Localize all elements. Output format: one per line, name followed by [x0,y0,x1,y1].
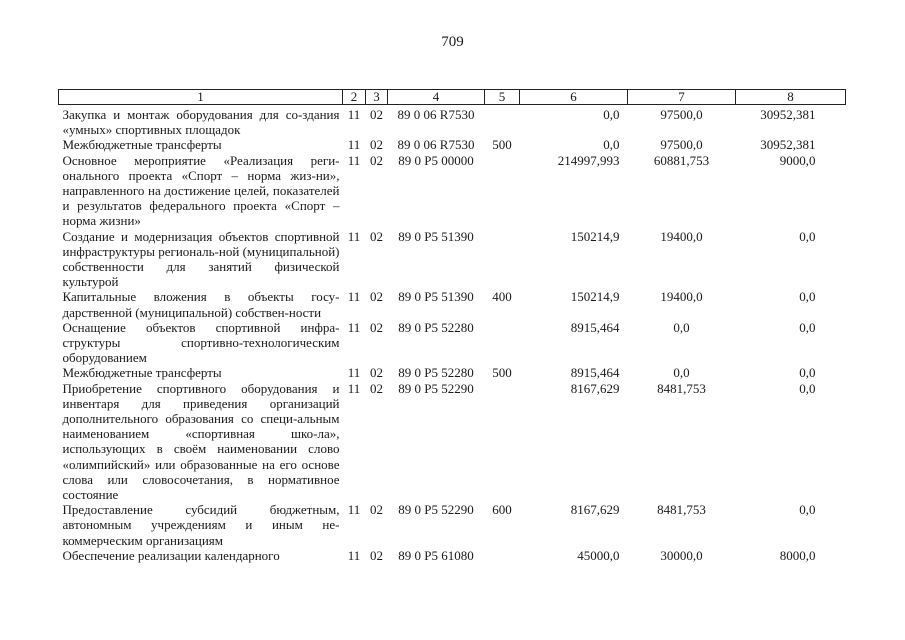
amount-col6: 8167,629 [570,502,620,518]
subsection-code: 02 [370,137,383,153]
amount-col7: 8481,753 [657,502,706,518]
amount-col7: 30000,0 [660,547,703,563]
column-header-6: 6 [520,90,628,105]
expense-type-code [485,548,520,563]
section-code: 11 [347,107,361,122]
table-row [59,365,846,380]
target-article-code: 89 0 P5 51390 [398,289,474,305]
amount-col7: 8481,753 [657,380,706,396]
amount-col8: 9000,0 [779,152,816,168]
section-code: 11 [347,365,361,381]
page-number: 709 [441,34,464,50]
table-row [59,289,846,319]
amount-col6: 8915,464 [570,365,620,381]
amount-col7: 97500,0 [660,137,703,153]
target-article-code: 89 0 P5 00000 [398,152,474,168]
section-code: 11 [347,547,361,563]
section-code: 11 [347,289,361,305]
target-article-code: 89 0 06 R7530 [397,137,475,153]
amount-col8: 0,0 [799,380,816,396]
item-name: Закупка и монтаж оборудования для со-здания «умных» спортивных площадок [62,107,340,138]
item-name: Оснащение объектов спортивной инфра-структуры спортивно-технологическим оборудованием [62,319,340,366]
target-article-code: 89 0 P5 52280 [398,319,474,335]
item-name: Капитальные вложения в объекты госу-дарственной (муниципальной) собствен-ности [62,289,340,320]
amount-col8: 0,0 [799,228,816,244]
target-article-code: 89 0 P5 52290 [398,380,474,396]
column-header-5: 5 [485,90,520,105]
table-row [59,502,846,548]
table-row [59,548,846,563]
header-row [59,90,846,105]
expense-type-code: 600 [492,502,512,518]
item-name: Межбюджетные трансферты [62,137,222,153]
item-name: Обеспечение реализации календарного [62,547,280,563]
amount-col7: 19400,0 [660,289,703,305]
amount-col8: 0,0 [799,502,816,518]
item-name: Предоставление субсидий бюджетным, автономным учреждениям и иным не-коммерческим организациям [62,502,340,548]
subsection-code: 02 [370,289,383,305]
table-header [59,90,846,105]
target-article-code: 89 0 06 R7530 [397,107,475,122]
subsection-code: 02 [370,502,383,518]
amount-col8: 30952,381 [760,107,816,122]
section-code: 11 [347,228,361,244]
amount-col6: 214997,993 [557,152,620,168]
table-row [59,137,846,152]
budget-table [58,89,846,563]
item-name: Приобретение спортивного оборудования и инвентаря для приведения организаций дополнительного образования со специ-альным наименованием «спортивная шко-ла», использующих в своём наименовании слово «олимпийский» или образованные на его основе слова или словосочетания, в нормативное состояние [62,380,340,503]
table-row [59,153,846,229]
amount-col6: 150214,9 [570,289,620,305]
column-header-2: 2 [343,90,366,105]
section-code: 11 [347,502,361,518]
amount-col6: 45000,0 [577,547,620,563]
expense-type-code: 400 [492,289,512,305]
amount-col7: 0,0 [673,319,690,335]
amount-col8: 0,0 [799,319,816,335]
expense-type-code [485,320,520,366]
subsection-code: 02 [370,365,383,381]
item-name: Основное мероприятие «Реализация реги-онального проекта «Спорт – норма жиз-ни», направленного на достижение целей, показателей и результатов федерального проекта «Спорт – норма жизни» [62,152,340,229]
target-article-code: 89 0 P5 52290 [398,502,474,518]
section-code: 11 [347,137,361,153]
column-header-1: 1 [59,90,343,105]
subsection-code: 02 [370,152,383,168]
amount-col6: 0,0 [603,137,620,153]
amount-col7: 97500,0 [660,107,703,122]
target-article-code: 89 0 P5 61080 [398,547,474,563]
expense-type-code [485,381,520,503]
column-header-4: 4 [388,90,485,105]
subsection-code: 02 [370,107,383,122]
section-code: 11 [347,380,361,396]
subsection-code: 02 [370,319,383,335]
amount-col7: 60881,753 [653,152,710,168]
subsection-code: 02 [370,228,383,244]
subsection-code: 02 [370,380,383,396]
item-name: Межбюджетные трансферты [62,365,222,381]
table-row [59,320,846,366]
amount-col6: 8915,464 [570,319,620,335]
expense-type-code: 500 [492,137,512,153]
section-code: 11 [347,152,361,168]
table-row [59,381,846,503]
expense-type-code [485,229,520,290]
table-row [59,229,846,290]
amount-col6: 0,0 [603,107,620,122]
column-header-8: 8 [736,90,846,105]
table-body [59,105,846,564]
column-header-3: 3 [366,90,388,105]
section-code: 11 [347,319,361,335]
target-article-code: 89 0 P5 52280 [398,365,474,381]
amount-col8: 0,0 [799,365,816,381]
item-name: Создание и модернизация объектов спортивной инфраструктуры региональ-ной (муниципальной) собственности для занятий физической культурой [62,228,340,290]
expense-type-code [485,107,520,137]
amount-col7: 19400,0 [660,228,703,244]
amount-col8: 0,0 [799,289,816,305]
subsection-code: 02 [370,547,383,563]
amount-col8: 30952,381 [760,137,816,153]
column-header-7: 7 [628,90,736,105]
amount-col6: 8167,629 [570,380,620,396]
target-article-code: 89 0 P5 51390 [398,228,474,244]
expense-type-code [485,153,520,229]
amount-col7: 0,0 [673,365,690,381]
amount-col8: 8000,0 [779,547,816,563]
table-row [59,107,846,137]
expense-type-code: 500 [492,365,512,381]
amount-col6: 150214,9 [570,228,620,244]
